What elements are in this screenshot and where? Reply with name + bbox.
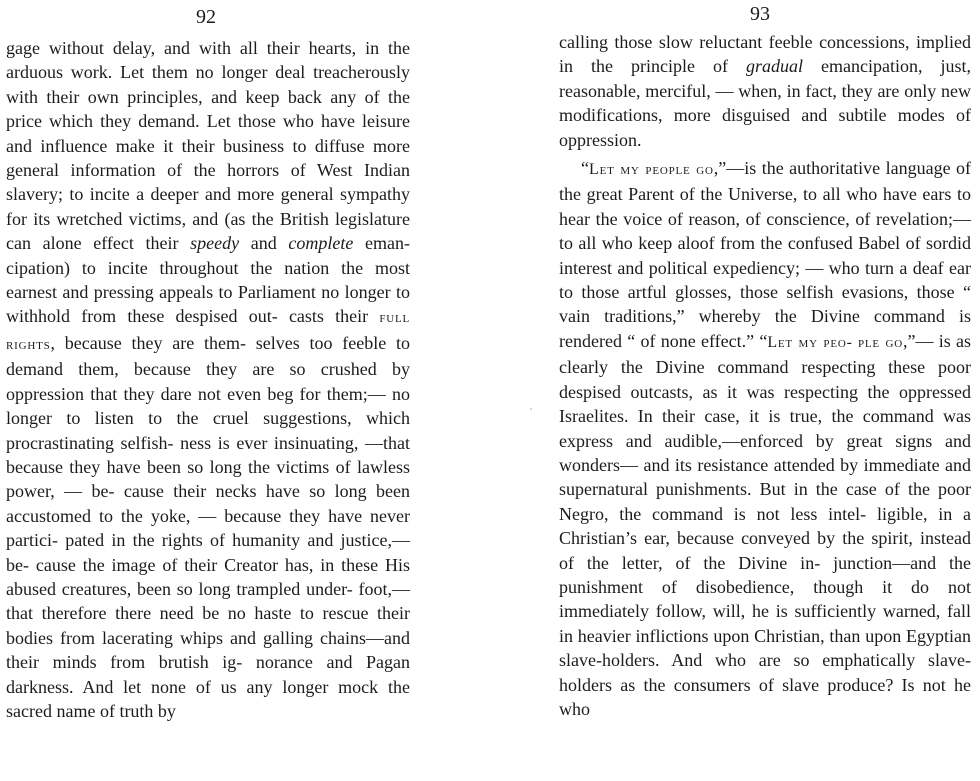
text-line: wretched victims, and (as the British legislature [56,208,411,229]
text-line: Christian, than upon Egyptian slave-holders. [559,625,971,671]
text-line: rescue their bodies from lacerating whips and [6,603,411,648]
text-line: And who are so emphatically slave-holders as the [559,650,971,695]
text-line: just, reasonable, merciful, — when, in fact, they [559,56,972,101]
text-line: supernatural punishments. But in the case of [559,479,900,500]
text-line: cruel suggestions, which procrastinating selfish- [6,408,411,453]
text-line: and [250,233,277,254]
text-line: the poor Negro, the command is not less intel- [559,479,972,524]
right-paragraph-1 [559,30,971,152]
left-page-number: 92 [196,6,216,28]
text-line: any longer mock the sacred name of truth by [6,676,410,721]
text-line: ligible, in a Christian’s ear, because conveyed by [559,503,972,549]
text-line: are so crushed by oppression that they dare not [6,359,410,404]
text-line: respecting the oppressed Israelites. In their [559,381,971,427]
text-line: cipation) to incite throughout the nation the [6,257,364,278]
right-page-text [559,30,971,721]
small-caps-phrase: Let my people go [589,161,714,179]
italic-word: gradual [746,56,804,77]
text-line: subtile modes of oppression. [559,105,971,150]
text-line: consumers of slave produce? Is not he who [559,674,971,719]
text-line: conscience, of revelation;—to all who keep aloof [559,208,971,254]
italic-word: speedy [190,233,240,254]
text-line: are only new modifications, more disguised and [559,80,971,126]
text-line: galling chains—and their minds from brutish ig- [6,627,410,673]
text-line: political expediency; — who turn a deaf ear to [559,257,972,303]
text-line: eman- [365,233,410,254]
text-line: and its resistance attended by immediate and [643,454,972,475]
gutter-speck [530,408,532,410]
text-line: foot,—that therefore there need be no haste to [6,578,411,624]
text-line: ,”—is the authoritative [713,158,881,179]
text-line: is rendered “ of none effect.” “ [559,306,972,351]
text-line: implied in the principle of [559,32,971,77]
text-line: junction—and the punishment of disobedience, [559,552,971,597]
text-line: their business to diffuse more general information [6,135,411,181]
text-line: from the confused Babel of sordid interest and [559,233,971,278]
right-page-number: 93 [750,3,770,25]
text-line: can alone effect their [6,233,179,254]
text-line: no longer to withhold from these despised out- [6,282,410,327]
italic-word: complete [288,233,354,254]
left-paragraph [6,36,410,723]
text-line: of the horrors of West Indian slavery; to incite [6,160,410,205]
left-page-text [6,36,410,723]
text-line: emancipation, [821,56,923,77]
text-line: ,”— is as clearly the Divine command [559,330,972,378]
text-line: gage without delay, and with all their hearts, in [6,38,380,58]
small-caps-phrase: full rights [6,309,411,353]
text-line: abused creatures, been so long trampled under- [6,578,353,599]
text-line: “ vain traditions,” whereby the Divine command [559,282,972,327]
text-line: respecting these poor despised outcasts, as it was [559,357,971,402]
text-line: audible,—enforced by great signs and wonders— [559,430,971,475]
small-caps-phrase: ple go [857,333,903,351]
right-paragraph-2 [559,156,971,721]
text-line: norance and Pagan darkness. And let none of us [6,652,411,697]
text-line: ness is ever insinuating, —that because they have [6,432,410,477]
text-line: calling those slow reluctant feeble concessions, [559,32,910,52]
text-line: those artful glosses, those selfish evasions, those [581,282,955,303]
text-line: a deeper and more general sympathy for its [6,184,411,229]
text-line: casts their [288,306,369,327]
text-line: case, it is true, the command was express and [559,406,971,451]
text-line: treacherously with their own principles, and keep [6,62,411,107]
text-line: the spirit, instead of the letter, of the Divine in- [559,528,972,573]
text-line: even beg for them;— no longer to listen to the [6,383,411,429]
text-line: selves too feeble to demand them, because they [6,332,410,380]
text-line: back any of the price which they demand. Let [6,86,411,132]
open-quote: “ [581,158,589,179]
text-line: cause their necks have so long been accustomed [6,481,411,526]
text-line: those who have leisure and influence make it [6,111,410,156]
text-line: though it do not immediately follow, will, he is [559,576,971,622]
text-line: language of the great Parent of the Universe, to [559,158,972,205]
text-line: most earnest and pressing appeals to Parliament [6,257,410,303]
text-line: the arduous work. Let them no longer deal [6,38,410,83]
text-line: cause the image of their Creator has, in these His [35,554,411,575]
text-line: , because they are them- [50,332,246,353]
text-line: to the yoke, — because they have never partici- [6,505,411,551]
text-line: all who have ears to hear the voice of reason, of [559,184,971,229]
text-line: pated in the rights of humanity and justice,—be- [6,530,411,575]
text-line: sufficiently warned, fall in heavier inflictions upon [559,601,972,646]
text-line: been so long the victims of lawless power, — be- [6,456,410,502]
small-caps-phrase: Let my peo- [767,333,853,351]
